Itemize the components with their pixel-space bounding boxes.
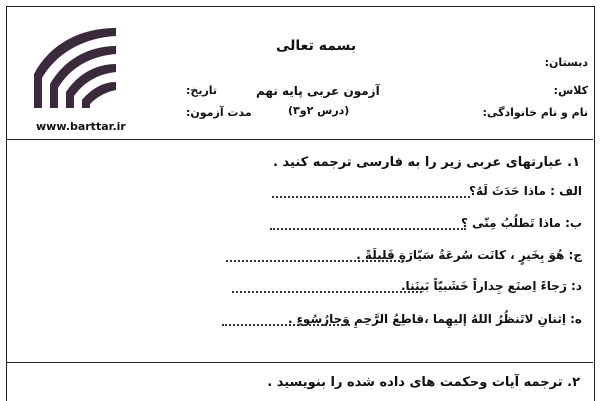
school-label: دبستان:	[544, 56, 588, 69]
question-2-title: ۲. ترجمه آیات وحکمت های داده شده را بنویسید .	[267, 375, 580, 390]
barttar-logo-icon	[20, 22, 130, 114]
date-label: تاریخ:	[186, 84, 218, 97]
answer-line-b[interactable]	[270, 228, 466, 230]
question-1-item-e: ه: اِثنانِ لاتَنظُرُ اللهُ إلیهِما ،قاطِعُ الرَّحِمِ وَجارُسُوءٍ .	[288, 312, 582, 326]
lessons-range: (درس ۲و۳)	[288, 104, 350, 117]
duration-label: مدت آزمون:	[186, 106, 252, 119]
answer-line-e[interactable]	[222, 324, 350, 326]
student-name-label: نام و نام خانوادگی:	[482, 106, 588, 119]
question-1-title: ۱. عبارتهای عربی زیر را به فارسی ترجمه کنید .	[273, 155, 580, 170]
answer-line-c[interactable]	[226, 260, 408, 262]
question-1-item-d: د: رَجاءً اِصنَع جِداراً خَشَبیّاً بَینَنا.	[401, 279, 582, 293]
question-1-item-c: ج: هُوَ بِخَیرٍ ، کانَت سُرعَةُ سَیّارَةٍ قَلیلَةً .	[356, 248, 582, 262]
class-label: کلاس:	[553, 84, 588, 97]
question-1-item-b: ب: ماذا تَطلُبُ مِنّی ؟	[460, 216, 582, 230]
question-1-item-a: الف : ماذا حَدَثَ لَهُ؟	[468, 184, 582, 198]
section-divider	[7, 362, 593, 363]
page-title: بسمه تعالی	[276, 38, 357, 54]
website-url[interactable]: www.barttar.ir	[36, 120, 126, 133]
header-divider	[7, 139, 593, 140]
answer-line-a[interactable]	[272, 196, 470, 198]
answer-line-d[interactable]	[232, 291, 422, 293]
exam-title: آزمون عربی پایه نهم	[256, 84, 380, 98]
